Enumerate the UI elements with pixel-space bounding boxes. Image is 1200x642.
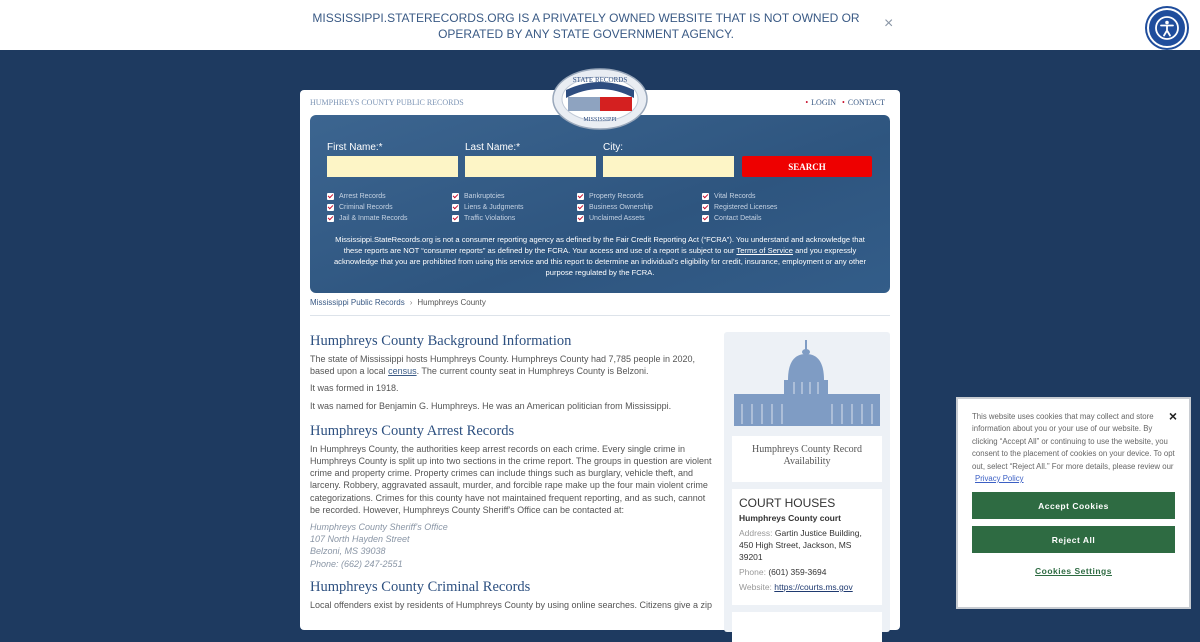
section-heading: Humphreys County Background Information bbox=[310, 333, 572, 349]
banner-text: MISSISSIPPI.STATERECORDS.ORG IS A PRIVATELY OWNED WEBSITE THAT IS NOT OWNED OR OPERATED BY ANY STATE GOVERNMENT AGENCY. bbox=[312, 11, 860, 41]
breadcrumb-parent[interactable]: Mississippi Public Records bbox=[310, 298, 405, 307]
capitol-building-image bbox=[732, 340, 882, 430]
court-houses-card bbox=[732, 489, 882, 605]
court-name: Humphreys County court bbox=[739, 513, 842, 523]
disclaimer-text: Mississippi.StateRecords.org is not a consumer reporting agency as defined by the Fair Credit Reporting Act (“FCRA”). You understand and acknowledge that these reports are NOT “consumer reports” as defined by the FCRA. Your access and use of a report is subject to our bbox=[335, 235, 865, 255]
fcra-disclaimer bbox=[325, 234, 875, 278]
privacy-policy-link[interactable]: Privacy Policy bbox=[975, 474, 1024, 484]
checkbox-checked-icon[interactable] bbox=[327, 215, 334, 222]
checkbox-label: Jail & Inmate Records bbox=[339, 215, 408, 222]
divider bbox=[310, 315, 890, 316]
checkbox-checked-icon[interactable] bbox=[577, 204, 584, 211]
checkbox-label: Vital Records bbox=[714, 193, 756, 200]
close-icon[interactable]: × bbox=[1168, 408, 1177, 424]
court-website-link[interactable]: https://courts.ms.gov bbox=[774, 582, 853, 592]
cookie-consent-dialog bbox=[956, 397, 1191, 609]
section-heading: Humphreys County Criminal Records bbox=[310, 578, 531, 595]
record-type-checkbox[interactable] bbox=[327, 204, 393, 211]
content-card bbox=[300, 76, 900, 630]
sidebar-card bbox=[732, 612, 882, 642]
record-type-checkbox[interactable] bbox=[452, 193, 504, 200]
last-name-label: Last Name:* bbox=[465, 142, 521, 153]
search-panel bbox=[310, 115, 890, 293]
record-type-checkbox[interactable] bbox=[327, 215, 407, 222]
first-name-input[interactable] bbox=[327, 156, 458, 177]
section-heading: Humphreys County Arrest Records bbox=[310, 422, 515, 439]
record-type-checkbox[interactable] bbox=[452, 215, 515, 222]
login-link[interactable]: LOGIN bbox=[811, 98, 837, 107]
checkbox-label: Business Ownership bbox=[589, 204, 653, 211]
checkbox-checked-icon[interactable] bbox=[702, 204, 709, 211]
checkbox-label: Liens & Judgments bbox=[464, 204, 524, 211]
paragraph: The state of Mississippi hosts Humphreys County. Humphreys County had 7,785 people in 2020, based upon a local census. The current county seat in Humphreys County is Belzoni. bbox=[310, 354, 696, 377]
checkbox-label: Property Records bbox=[589, 193, 644, 200]
city-input[interactable] bbox=[603, 156, 734, 177]
checkbox-label: Arrest Records bbox=[339, 193, 386, 200]
paragraph: Local offenders exist by residents of Humphreys County by using online searches. Citizens give a zip bbox=[310, 599, 713, 610]
accessibility-button[interactable] bbox=[1147, 8, 1187, 48]
record-type-checkbox[interactable] bbox=[452, 204, 524, 211]
accessibility-icon bbox=[1154, 15, 1180, 41]
record-type-checkbox[interactable] bbox=[577, 193, 643, 200]
census-link[interactable]: census bbox=[388, 366, 417, 377]
record-type-checkbox[interactable] bbox=[702, 193, 756, 200]
court-houses-title: COURT HOUSES bbox=[739, 496, 836, 510]
checkbox-label: Traffic Violations bbox=[464, 215, 516, 222]
sidebar bbox=[724, 332, 890, 632]
top-links: • LOGIN • CONTACT bbox=[805, 98, 885, 107]
disclaimer-text: and you expressly acknowledge that you are prohibited from using this service and this report to determine an individual’s eligibility for credit, insurance, employment or any other purpose regulated by the FCRA. bbox=[333, 246, 867, 277]
disclaimer-banner bbox=[0, 0, 1200, 50]
breadcrumb bbox=[310, 298, 486, 307]
last-name-input[interactable] bbox=[465, 156, 596, 177]
record-availability[interactable]: Humphreys County Record Availability bbox=[732, 436, 882, 482]
checkbox-checked-icon[interactable] bbox=[702, 193, 709, 200]
checkbox-label: Bankruptcies bbox=[464, 193, 505, 200]
checkbox-checked-icon[interactable] bbox=[327, 193, 334, 200]
record-type-checkbox[interactable] bbox=[577, 215, 645, 222]
chevron-right-icon: › bbox=[409, 298, 413, 307]
checkbox-checked-icon[interactable] bbox=[452, 193, 459, 200]
record-type-checkbox[interactable] bbox=[327, 193, 386, 200]
checkbox-checked-icon[interactable] bbox=[327, 204, 334, 211]
main-content bbox=[310, 332, 714, 616]
contact-link[interactable]: CONTACT bbox=[847, 98, 885, 107]
checkbox-checked-icon[interactable] bbox=[702, 215, 709, 222]
svg-text:STATE RECORDS: STATE RECORDS bbox=[572, 76, 628, 84]
close-banner-button[interactable]: × bbox=[884, 15, 894, 32]
checkbox-label: Contact Details bbox=[714, 215, 762, 222]
state-records-logo[interactable] bbox=[552, 68, 648, 130]
record-type-checkbox[interactable] bbox=[577, 204, 653, 211]
checkbox-label: Registered Licenses bbox=[714, 204, 778, 211]
checkbox-checked-icon[interactable] bbox=[452, 215, 459, 222]
record-type-checkbox[interactable] bbox=[702, 215, 761, 222]
checkbox-checked-icon[interactable] bbox=[577, 215, 584, 222]
court-address: Address: Gartin Justice Building, 450 High Street, Jackson, MS 39201 bbox=[739, 528, 862, 562]
checkbox-label: Unclaimed Assets bbox=[589, 215, 645, 222]
sheriff-address: Humphreys County Sheriff's Office 107 North Hayden Street Belzoni, MS 39038 Phone: (662) 247-2551 bbox=[310, 522, 448, 569]
breadcrumb-current: Humphreys County bbox=[417, 298, 486, 307]
first-name-label: First Name:* bbox=[327, 142, 383, 153]
site-section-title: HUMPHREYS COUNTY PUBLIC RECORDS bbox=[310, 98, 464, 107]
court-phone: Phone: (601) 359-3694 bbox=[739, 567, 827, 577]
checkbox-checked-icon[interactable] bbox=[452, 204, 459, 211]
cookies-settings-button[interactable]: Cookies Settings bbox=[1035, 566, 1112, 576]
checkbox-checked-icon[interactable] bbox=[577, 193, 584, 200]
reject-all-button[interactable]: Reject All bbox=[972, 526, 1175, 553]
record-type-checkbox[interactable] bbox=[702, 204, 777, 211]
search-button[interactable]: SEARCH bbox=[742, 156, 872, 177]
cookie-text: This website uses cookies that may collect and store information about you or your use of our website. By clicking “Accept All” or continuing to use the website, you consent to the placement of cookies on your device. To opt out, select “Reject All.” For more details, please review our Privacy Policy bbox=[972, 412, 1175, 484]
svg-text:MISSISSIPPI: MISSISSIPPI bbox=[583, 117, 617, 123]
city-label: City: bbox=[603, 142, 623, 153]
paragraph: It was named for Benjamin G. Humphreys. He was an American politician from Mississippi. bbox=[310, 400, 672, 411]
paragraph: It was formed in 1918. bbox=[310, 383, 399, 394]
checkbox-label: Criminal Records bbox=[339, 204, 393, 211]
terms-of-service-link[interactable]: Terms of Service bbox=[736, 246, 793, 255]
accept-cookies-button[interactable]: Accept Cookies bbox=[972, 492, 1175, 519]
court-website: Website: https://courts.ms.gov bbox=[739, 582, 853, 592]
paragraph: In Humphreys County, the authorities keep arrest records on each crime. Every single crime in Humphreys County is split up into two sections in the crime report. The groups in question are violent crime and property crime. Property crimes can include things such as burglary, vehicle theft, and larceny. Robbery, aggravated assault, murder, and forcible rape make up the four main violent crime categorizations. Crimes for this county have not maintained frequent reporting, and as such, cannot be recorded. However, Humphreys County Sheriff's Office can be contacted at: bbox=[310, 443, 712, 515]
